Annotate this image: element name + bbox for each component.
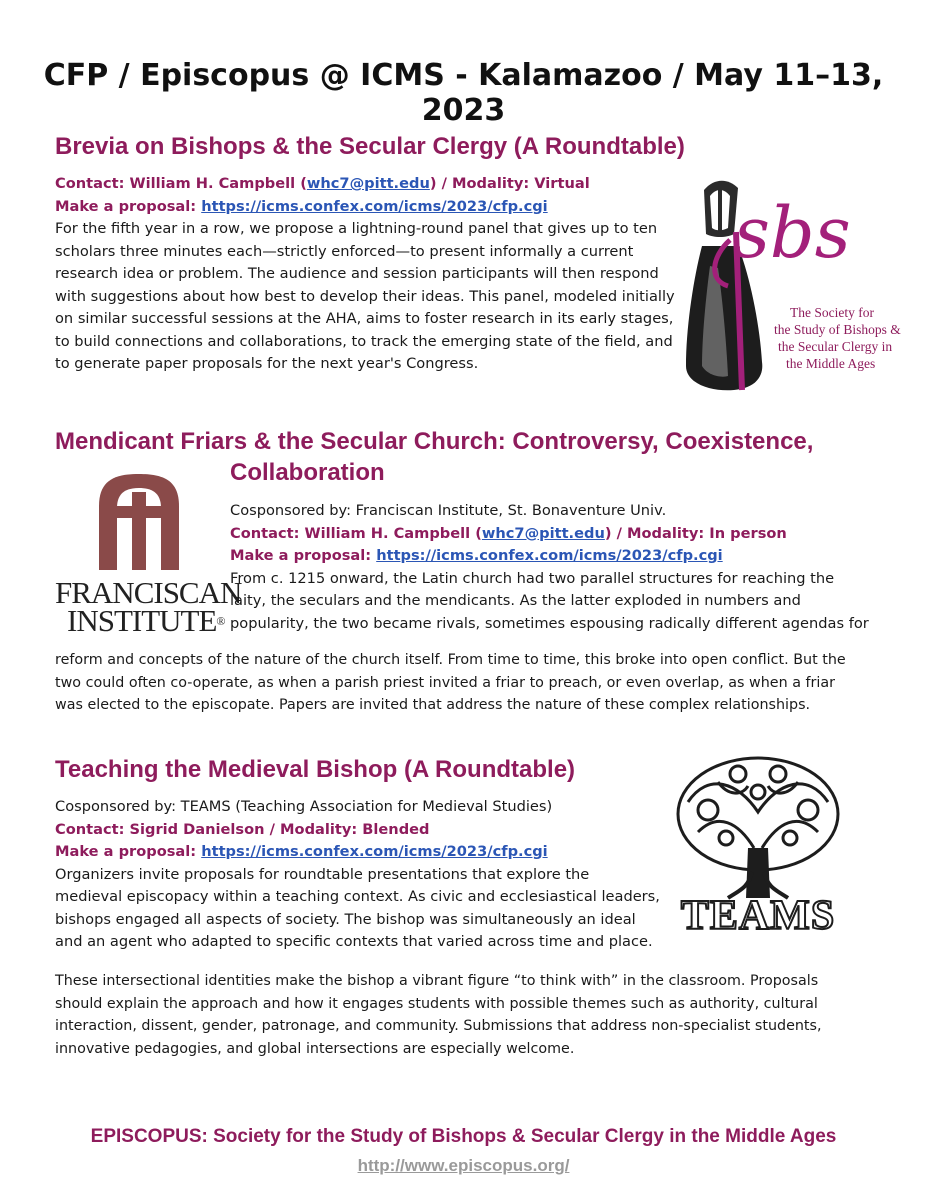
section-2-body-line: reform and concepts of the nature of the church itself. From time to time, this broke into open conflict. But the — [55, 652, 846, 668]
section-1-body-line: on similar successful sessions at the AHA, aims to foster research in its early stages, — [55, 310, 674, 327]
sbsc-caption-line: the Secular Clergy in — [778, 339, 893, 354]
section-3-body-line: bishops engaged all aspects of society. The bishop was simultaneously an ideal — [55, 910, 636, 928]
footer-url-link[interactable]: http://www.episcopus.org/ — [357, 1156, 570, 1175]
section-2-header-text — [230, 500, 869, 635]
section-3-body-line: innovative pedagogies, and global intersections are especially welcome. — [55, 1040, 575, 1057]
section-1-email-link[interactable]: whc7@pitt.edu — [306, 175, 430, 192]
footer-title: EPISCOPUS: Society for the Study of Bishops & Secular Clergy in the Middle Ages — [90, 1126, 837, 1147]
section-1-text — [55, 173, 675, 376]
section-2-title-line2: Collaboration — [230, 459, 385, 486]
section-3-title: Teaching the Medieval Bishop (A Roundtable) — [55, 756, 576, 783]
section-1-title: Brevia on Bishops & the Secular Clergy (A Roundtable) — [55, 133, 685, 160]
sbsc-monogram: sbs — [734, 192, 851, 274]
section-2-email-link[interactable]: whc7@pitt.edu — [481, 524, 605, 542]
section-1-body-line: to build connections and collaborations, to track the emerging state of the field, and — [55, 332, 673, 350]
section-3-body-line: interaction, dissent, gender, patronage, and community. Submissions that address non-specialist students, — [55, 1018, 822, 1034]
teams-logo — [668, 752, 848, 944]
section-2-body-line: popularity, the two became rivals, sometimes espousing radically different agendas for — [230, 614, 869, 632]
section-1-body-line: to generate paper proposals for the next year's Congress. — [55, 355, 479, 372]
section-2-proposal-link[interactable]: https://icms.confex.com/icms/2023/cfp.cgi — [376, 547, 723, 564]
section-1-proposal: Make a proposal: https://icms.confex.com/icms/2023/cfp.cgi — [55, 197, 548, 215]
franciscan-line1: FRANCISCAN — [55, 575, 242, 610]
section-2-proposal: Make a proposal: https://icms.confex.com/icms/2023/cfp.cgi — [230, 547, 723, 564]
section-2-contact: Contact: William H. Campbell (whc7@pitt.edu) / Modality: In person — [230, 524, 787, 542]
sbsc-caption-line: the Middle Ages — [786, 356, 876, 371]
section-2-body-line: From c. 1215 onward, the Latin church had two parallel structures for reaching the — [230, 569, 835, 587]
section-1-body-line: scholars three minutes each—strictly enforced—to present informally a current — [55, 242, 634, 260]
section-1-body-line: with suggestions about how best to develop their ideas. This panel, modeled initially — [55, 287, 675, 305]
teams-tree-graphic — [668, 752, 848, 902]
section-1-body-line: For the fifth year in a row, we propose a lightning-round panel that gives up to ten — [55, 220, 658, 237]
sbsc-caption-line: the Study of Bishops & — [774, 322, 901, 337]
franciscan-institute-logo — [55, 470, 242, 638]
page-title: CFP / Episcopus @ ICMS - Kalamazoo / May 11–13, 2023 — [43, 58, 884, 128]
section-3-text — [55, 796, 660, 954]
section-3-cosponsor: Cosponsored by: TEAMS (Teaching Association for Medieval Studies) — [55, 798, 553, 815]
section-3-body-line: should explain the approach and how it engages students with possible themes such as authority, cultural — [55, 995, 818, 1012]
section-2-cosponsor: Cosponsored by: Franciscan Institute, St. Bonaventure Univ. — [230, 502, 667, 519]
section-3-body-line: and an agent who adapted to specific contexts that varied across time and place. — [55, 933, 653, 950]
franciscan-line2-text: INSTITUTE — [67, 603, 217, 638]
section-3-proposal: Make a proposal: https://icms.confex.com/icms/2023/cfp.cgi — [55, 843, 548, 860]
section-3-proposal-link[interactable]: https://icms.confex.com/icms/2023/cfp.cgi — [201, 843, 548, 860]
section-1-proposal-link[interactable]: https://icms.confex.com/icms/2023/cfp.cgi — [201, 197, 548, 215]
section-2-title-line1: Mendicant Friars & the Secular Church: Controversy, Coexistence, — [55, 428, 814, 455]
section-1-body-line: research idea or problem. The audience and session participants will then respond — [55, 265, 659, 282]
teams-wordmark: TEAMS — [680, 893, 836, 939]
franciscan-cross-graphic — [55, 470, 223, 574]
section-3-body-line: Organizers invite proposals for roundtable presentations that explore the — [55, 865, 590, 883]
section-2-body-line: was elected to the episcopate. Papers are invited that address the nature of these complex relationships. — [55, 697, 811, 713]
registered-mark: ® — [216, 614, 225, 628]
section-2-body-line: two could often co-operate, as when a parish priest invited a friar to preach, or even overlap, as when a friar — [55, 674, 836, 691]
section-3-body-line: medieval episcopacy within a teaching context. As civic and ecclesiastical leaders, — [55, 888, 660, 905]
section-3-body-line: These intersectional identities make the bishop a vibrant figure “to think with” in the classroom. Proposals — [55, 973, 819, 989]
section-1-contact: Contact: William H. Campbell (whc7@pitt.edu) / Modality: Virtual — [55, 175, 590, 192]
franciscan-line2 — [67, 603, 225, 638]
section-3-body-wide — [55, 970, 822, 1060]
section-2-body-line: laity, the seculars and the mendicants. As the latter exploded in numbers and — [230, 592, 801, 609]
sbsc-caption — [774, 304, 901, 372]
section-3-contact: Contact: Sigrid Danielson / Modality: Blended — [55, 820, 430, 838]
sbsc-caption-line: The Society for — [790, 305, 874, 320]
section-2-body-wide — [55, 649, 846, 717]
sbsc-logo — [672, 176, 901, 398]
